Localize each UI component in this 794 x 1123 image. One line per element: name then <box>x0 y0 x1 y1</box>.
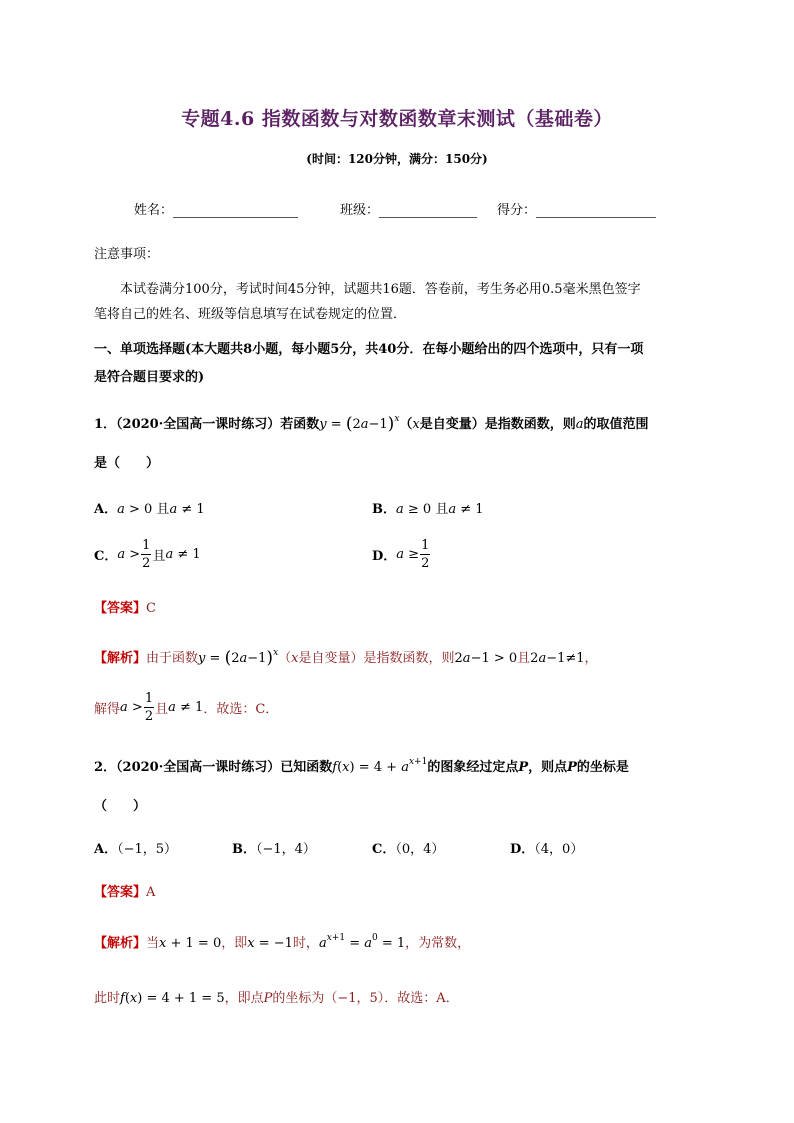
q2-option-c[interactable]: C．（0，4） <box>372 842 445 857</box>
question-1-stem-line-2: 是（ ） <box>94 456 160 471</box>
answer-value: A <box>146 885 156 900</box>
section-heading-line-1: 一、单项选择题(本大题共8小题，每小题5分，共40分．在每小题给出的四个选项中，只有一项 <box>94 342 644 357</box>
formula: $f(x) = 4 + a^{x+1}$ <box>332 757 428 775</box>
score-blank[interactable] <box>536 203 656 218</box>
q1-option-d[interactable]: D．a ≥ $\frac{1}{2}$ <box>372 538 430 571</box>
q2-option-b[interactable]: B．（−1，4） <box>232 842 316 857</box>
q1-analysis-line-2: 解得a > $\frac{1}{2}$ 且a ≠ 1．故选：C． <box>94 691 279 724</box>
q1-option-c[interactable]: C．a > $\frac{1}{2}$ 且a ≠ 1 <box>94 538 201 571</box>
q1-analysis-line-1: 【解析】由于函数$y = (2a-1)^x(x$是自变量）是指数函数，则2a−1 > 0且2a−1≠1， <box>94 648 598 668</box>
q1-option-b[interactable]: B．a ≥ 0 且a ≠ 1 <box>372 502 484 517</box>
class-field[interactable] <box>340 199 477 218</box>
answer-tag: 【答案】 <box>94 601 147 616</box>
notice-line-1: 本试卷满分100分，考试时间45分钟，试题共16题．答卷前，考生务必用0.5毫米黑色签字 <box>120 282 641 297</box>
class-label: 班级： <box>340 203 380 218</box>
answer-tag: 【答案】 <box>94 885 147 900</box>
analysis-tag: 【解析】 <box>94 651 147 666</box>
formula: $y = (2a-1)^x$ <box>319 414 400 434</box>
score-field[interactable] <box>497 199 656 218</box>
question-source: （2020·全国高一课时练习） <box>116 417 281 432</box>
q1-answer <box>94 597 156 616</box>
fraction-one-half: $\frac{1}{2}$ <box>142 538 151 571</box>
question-number: 1． <box>94 417 117 432</box>
question-2-stem: 2．（2020·全国高一课时练习）已知函数$f(x) = 4 + a^{x+1}$的图象经过定点P，则点P的坐标是 <box>94 757 629 775</box>
question-number: 2． <box>94 760 117 775</box>
page-title: 专题4.6 指数函数与对数函数章末测试（基础卷） <box>181 108 613 130</box>
q2-option-d[interactable]: D．（4，0） <box>510 842 584 857</box>
section-heading-line-2: 是符合题目要求的) <box>94 370 205 385</box>
notice-heading: 注意事项： <box>94 247 160 262</box>
q2-option-a[interactable]: A．（−1，5） <box>94 842 178 857</box>
name-field[interactable] <box>134 199 298 218</box>
q2-answer <box>94 881 155 900</box>
question-source: （2020·全国高一课时练习） <box>116 760 281 775</box>
fraction-one-half: $\frac{1}{2}$ <box>421 538 430 571</box>
class-blank[interactable] <box>379 203 477 218</box>
name-label: 姓名： <box>134 203 174 218</box>
fraction-one-half: $\frac{1}{2}$ <box>144 691 154 724</box>
name-blank[interactable] <box>173 203 298 218</box>
answer-value: C <box>146 601 156 616</box>
question-2-stem-line-2: （ ） <box>94 799 147 814</box>
score-label: 得分： <box>497 203 537 218</box>
notice-line-2: 笔将自己的姓名、班级等信息填写在试卷规定的位置． <box>94 307 407 322</box>
analysis-tag: 【解析】 <box>94 936 147 951</box>
q2-analysis-line-2: 此时f(x) = 4 + 1 = 5，即点P的坐标为（−1，5）．故选：A． <box>94 991 459 1006</box>
exam-info: (时间：120分钟，满分：150分) <box>306 152 488 166</box>
question-1-stem: 1．（2020·全国高一课时练习）若函数$y = (2a-1)^x(x$是自变量）是指数函数，则a的取值范围 <box>94 414 649 434</box>
q2-analysis-line-1: 【解析】当x + 1 = 0，即x = −1时，$a^{x+1} = a^0 = 1$，为常数， <box>94 933 471 951</box>
q1-option-a[interactable]: A．a > 0 且a ≠ 1 <box>94 502 205 517</box>
